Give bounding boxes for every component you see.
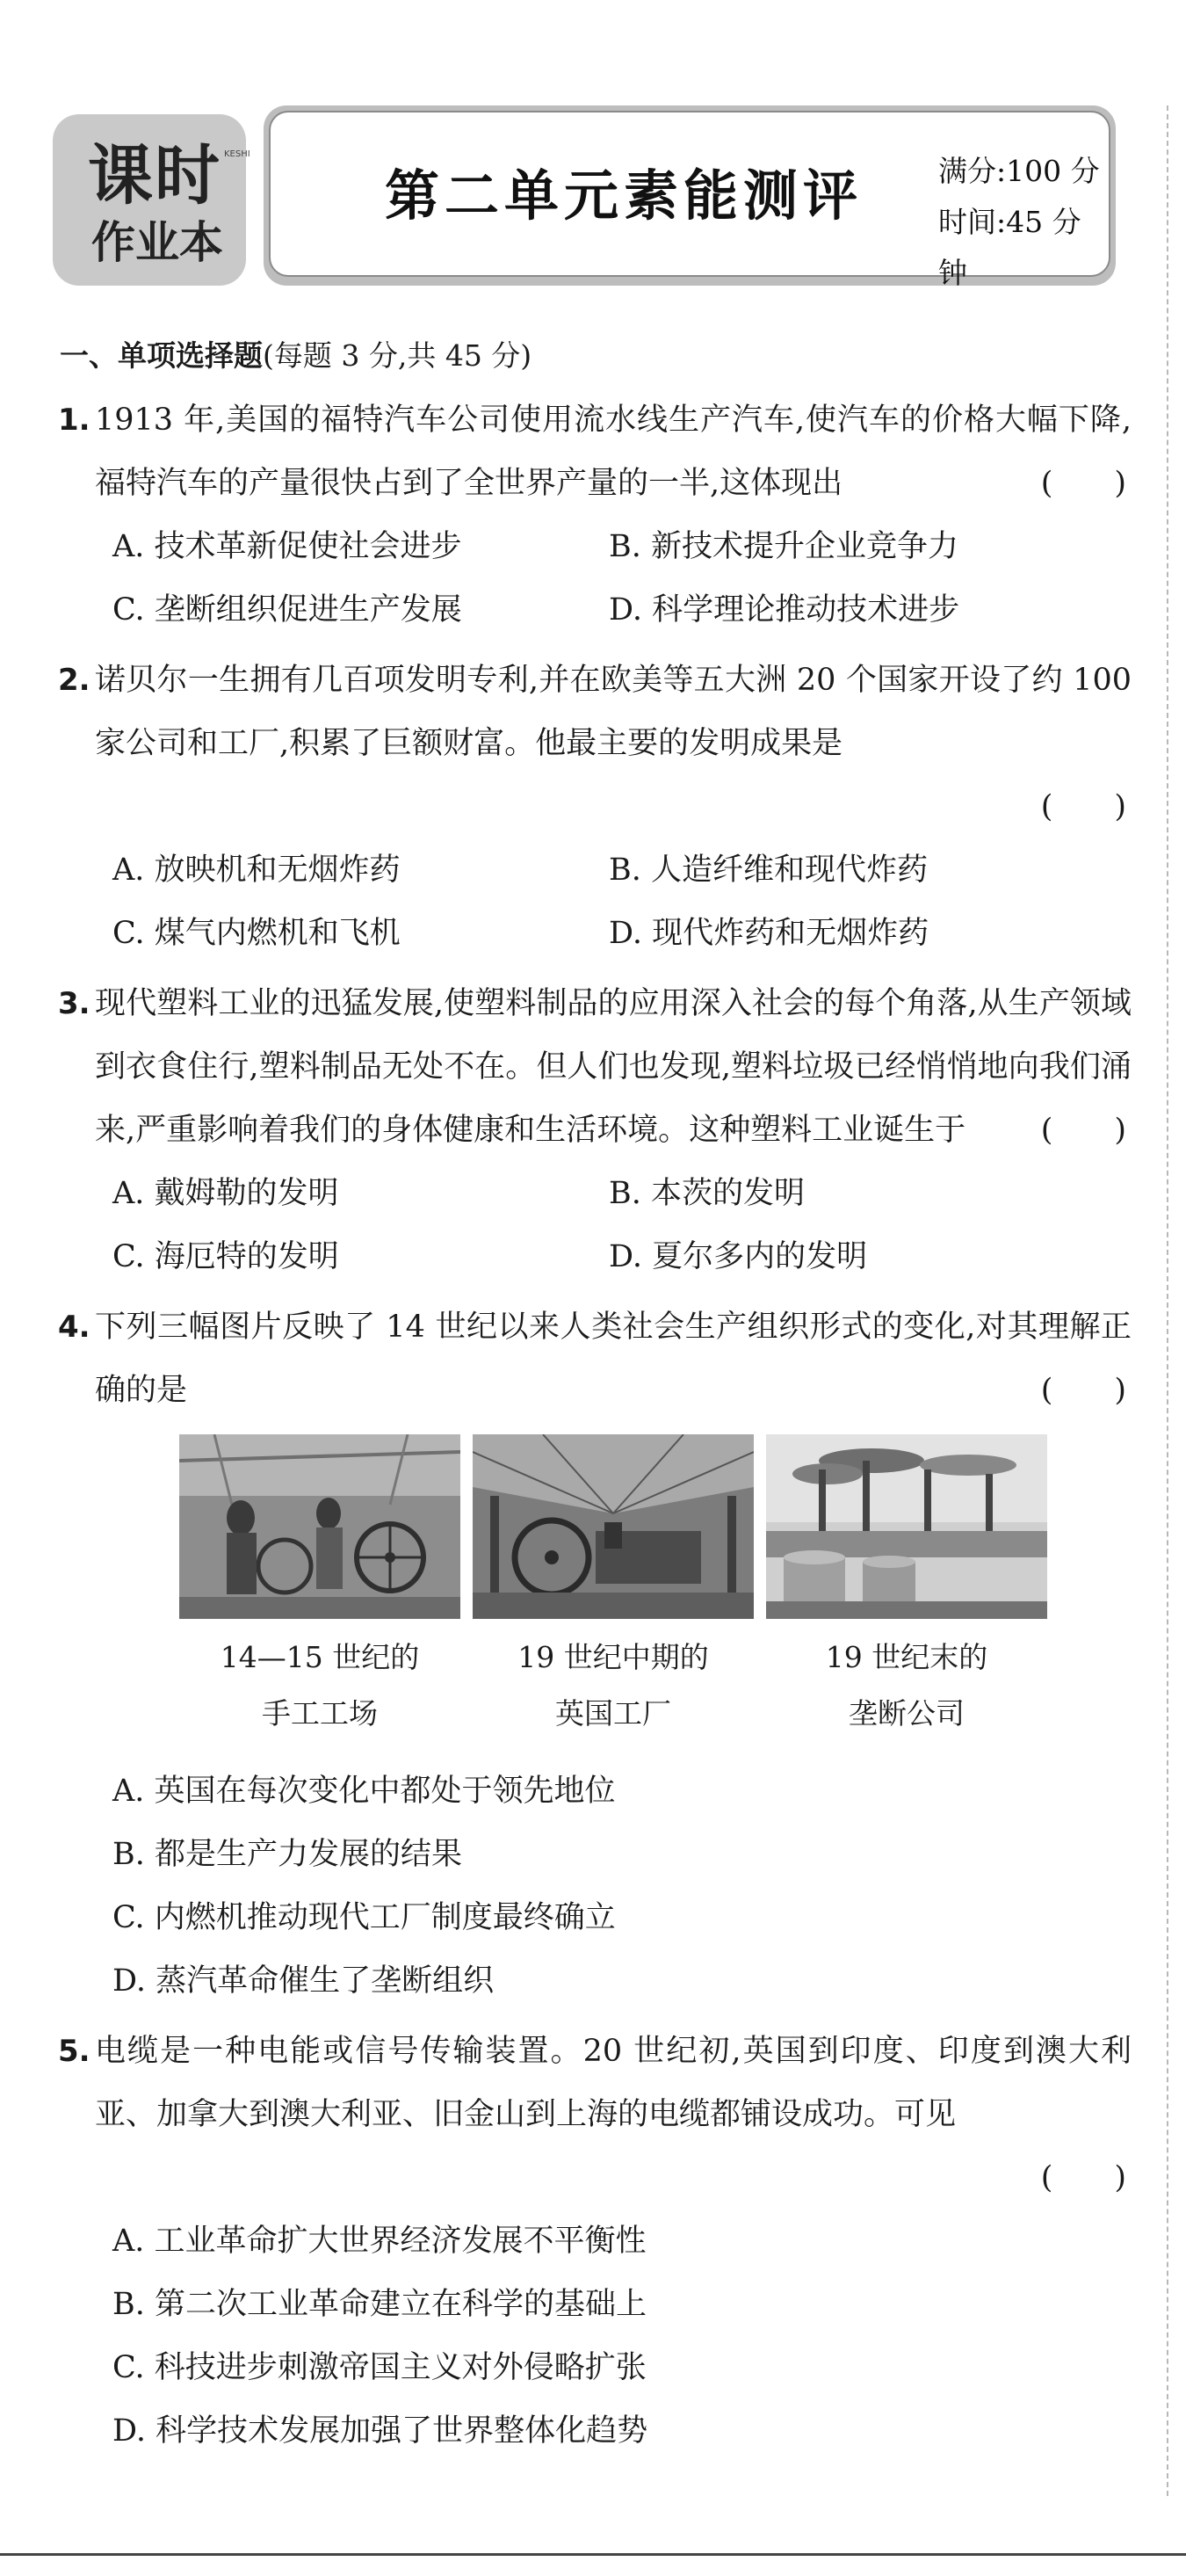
options	[60, 1162, 1132, 1288]
title-frame	[269, 111, 1110, 290]
question-text	[60, 972, 1132, 1162]
page-edge-divider	[1167, 105, 1168, 2496]
question-2	[60, 649, 1132, 965]
lesson-badge	[53, 114, 250, 286]
option-a[interactable]: A. 英国在每次变化中都处于领先地位	[112, 1774, 616, 1809]
answer-bracket[interactable]: ( )	[1040, 1113, 1126, 1148]
options	[60, 515, 1132, 642]
monopoly-photo	[766, 1434, 1047, 1619]
questions-content	[60, 334, 1132, 2463]
option-d[interactable]: D. 夏尔多内的发明	[609, 1239, 868, 1274]
option-c[interactable]: C. 内燃机推动现代工厂制度最终确立	[112, 1900, 616, 1935]
figure-workshop	[179, 1434, 460, 1742]
figure-monopoly	[766, 1434, 1047, 1742]
option-c[interactable]: C. 科技进步刺激帝国主义对外侵略扩张	[112, 2350, 647, 2385]
section-note: (每题 3 分,共 45 分)	[263, 338, 532, 373]
option-d[interactable]: D. 科学理论推动技术进步	[609, 592, 960, 628]
option-a[interactable]: A. 工业革命扩大世界经济发展不平衡性	[112, 2224, 647, 2259]
full-score: 满分:100 分	[938, 154, 1100, 188]
figure-factory	[473, 1434, 754, 1742]
factory-photo	[473, 1434, 754, 1619]
option-a[interactable]: A. 放映机和无烟炸药	[112, 853, 401, 888]
caption-line-1: 19 世纪中期的	[517, 1640, 709, 1674]
caption-line-1: 14—15 世纪的	[220, 1640, 420, 1674]
question-number: 1.	[58, 403, 90, 438]
section-heading	[60, 334, 1132, 378]
answer-bracket[interactable]: ( )	[1040, 2160, 1126, 2195]
option-b[interactable]: B. 新技术提升企业竞争力	[609, 529, 958, 564]
question-text	[60, 1295, 1132, 1422]
option-c[interactable]: C. 海厄特的发明	[112, 1239, 339, 1274]
question-number: 3.	[58, 986, 90, 1021]
question-3	[60, 972, 1132, 1288]
header	[53, 105, 1116, 294]
figure-caption	[766, 1629, 1047, 1742]
workshop-photo	[179, 1434, 460, 1619]
section-title: 一、单项选择题	[60, 338, 263, 373]
option-a[interactable]: A. 技术革新促使社会进步	[112, 529, 462, 564]
bottom-border	[0, 2553, 1186, 2556]
options	[60, 838, 1132, 965]
option-c[interactable]: C. 煤气内燃机和飞机	[112, 916, 401, 951]
page-title: 第二单元素能测评	[385, 163, 864, 228]
caption-line-2: 英国工厂	[555, 1696, 671, 1731]
option-b[interactable]: B. 本茨的发明	[609, 1176, 805, 1211]
question-stem: 1913 年,美国的福特汽车公司使用流水线生产汽车,使汽车的价格大幅下降,福特汽车的产量很快占到了全世界产量的一半,这体现出	[95, 403, 1132, 501]
option-d[interactable]: D. 科学技术发展加强了世界整体化趋势	[112, 2413, 648, 2449]
badge-title: 课时	[88, 138, 221, 214]
question-5	[60, 2020, 1132, 2463]
option-b[interactable]: B. 人造纤维和现代炸药	[609, 853, 928, 888]
question-1	[60, 388, 1132, 642]
option-a[interactable]: A. 戴姆勒的发明	[112, 1176, 339, 1211]
time-limit: 时间:45 分钟	[938, 205, 1081, 290]
question-stem: 诺贝尔一生拥有几百项发明专利,并在欧美等五大洲 20 个国家开设了约 100 家公司和工厂,积累了巨额财富。他最主要的发明成果是	[95, 663, 1132, 761]
option-d[interactable]: D. 蒸汽革命催生了垄断组织	[112, 1963, 495, 1999]
question-stem: 电缆是一种电能或信号传输装置。20 世纪初,英国到印度、印度到澳大利亚、加拿大到澳大利亚、旧金山到上海的电缆都铺设成功。可见	[95, 2034, 1132, 2132]
caption-line-2: 垄断公司	[849, 1696, 965, 1731]
option-b[interactable]: B. 都是生产力发展的结果	[112, 1837, 462, 1872]
option-c[interactable]: C. 垄断组织促进生产发展	[112, 592, 462, 628]
question-text	[60, 388, 1132, 515]
badge-subtitle: 作业本	[91, 217, 223, 268]
caption-line-1: 19 世纪末的	[825, 1640, 988, 1674]
question-number: 2.	[58, 663, 90, 698]
answer-bracket[interactable]: ( )	[1040, 789, 1126, 824]
question-stem: 下列三幅图片反映了 14 世纪以来人类社会生产组织形式的变化,对其理解正确的是	[95, 1310, 1132, 1408]
answer-bracket[interactable]: ( )	[1040, 466, 1126, 501]
question-number: 4.	[58, 1310, 90, 1345]
title-box	[264, 105, 1116, 290]
question-text	[60, 2020, 1132, 2146]
options	[60, 2210, 1132, 2463]
question-stem: 现代塑料工业的迅猛发展,使塑料制品的应用深入社会的每个角落,从生产领域到衣食住行,塑料制品无处不在。但人们也发现,塑料垃圾已经悄悄地向我们涌来,严重影响着我们的身体健康和生活环境。这种塑料工业诞生于	[95, 986, 1132, 1148]
answer-bracket[interactable]: ( )	[1040, 1373, 1126, 1408]
option-d[interactable]: D. 现代炸药和无烟炸药	[609, 916, 929, 951]
question-text	[60, 649, 1132, 775]
figures-row	[60, 1434, 1132, 1760]
caption-line-2: 手工工场	[262, 1696, 378, 1731]
option-b[interactable]: B. 第二次工业革命建立在科学的基础上	[112, 2287, 647, 2322]
question-4	[60, 1295, 1132, 2013]
options	[60, 1760, 1132, 2013]
badge-pinyin: KESHI	[224, 149, 250, 159]
question-number: 5.	[58, 2034, 90, 2069]
figure-caption	[473, 1629, 754, 1742]
figure-caption	[179, 1629, 460, 1742]
exam-meta	[938, 146, 1109, 299]
